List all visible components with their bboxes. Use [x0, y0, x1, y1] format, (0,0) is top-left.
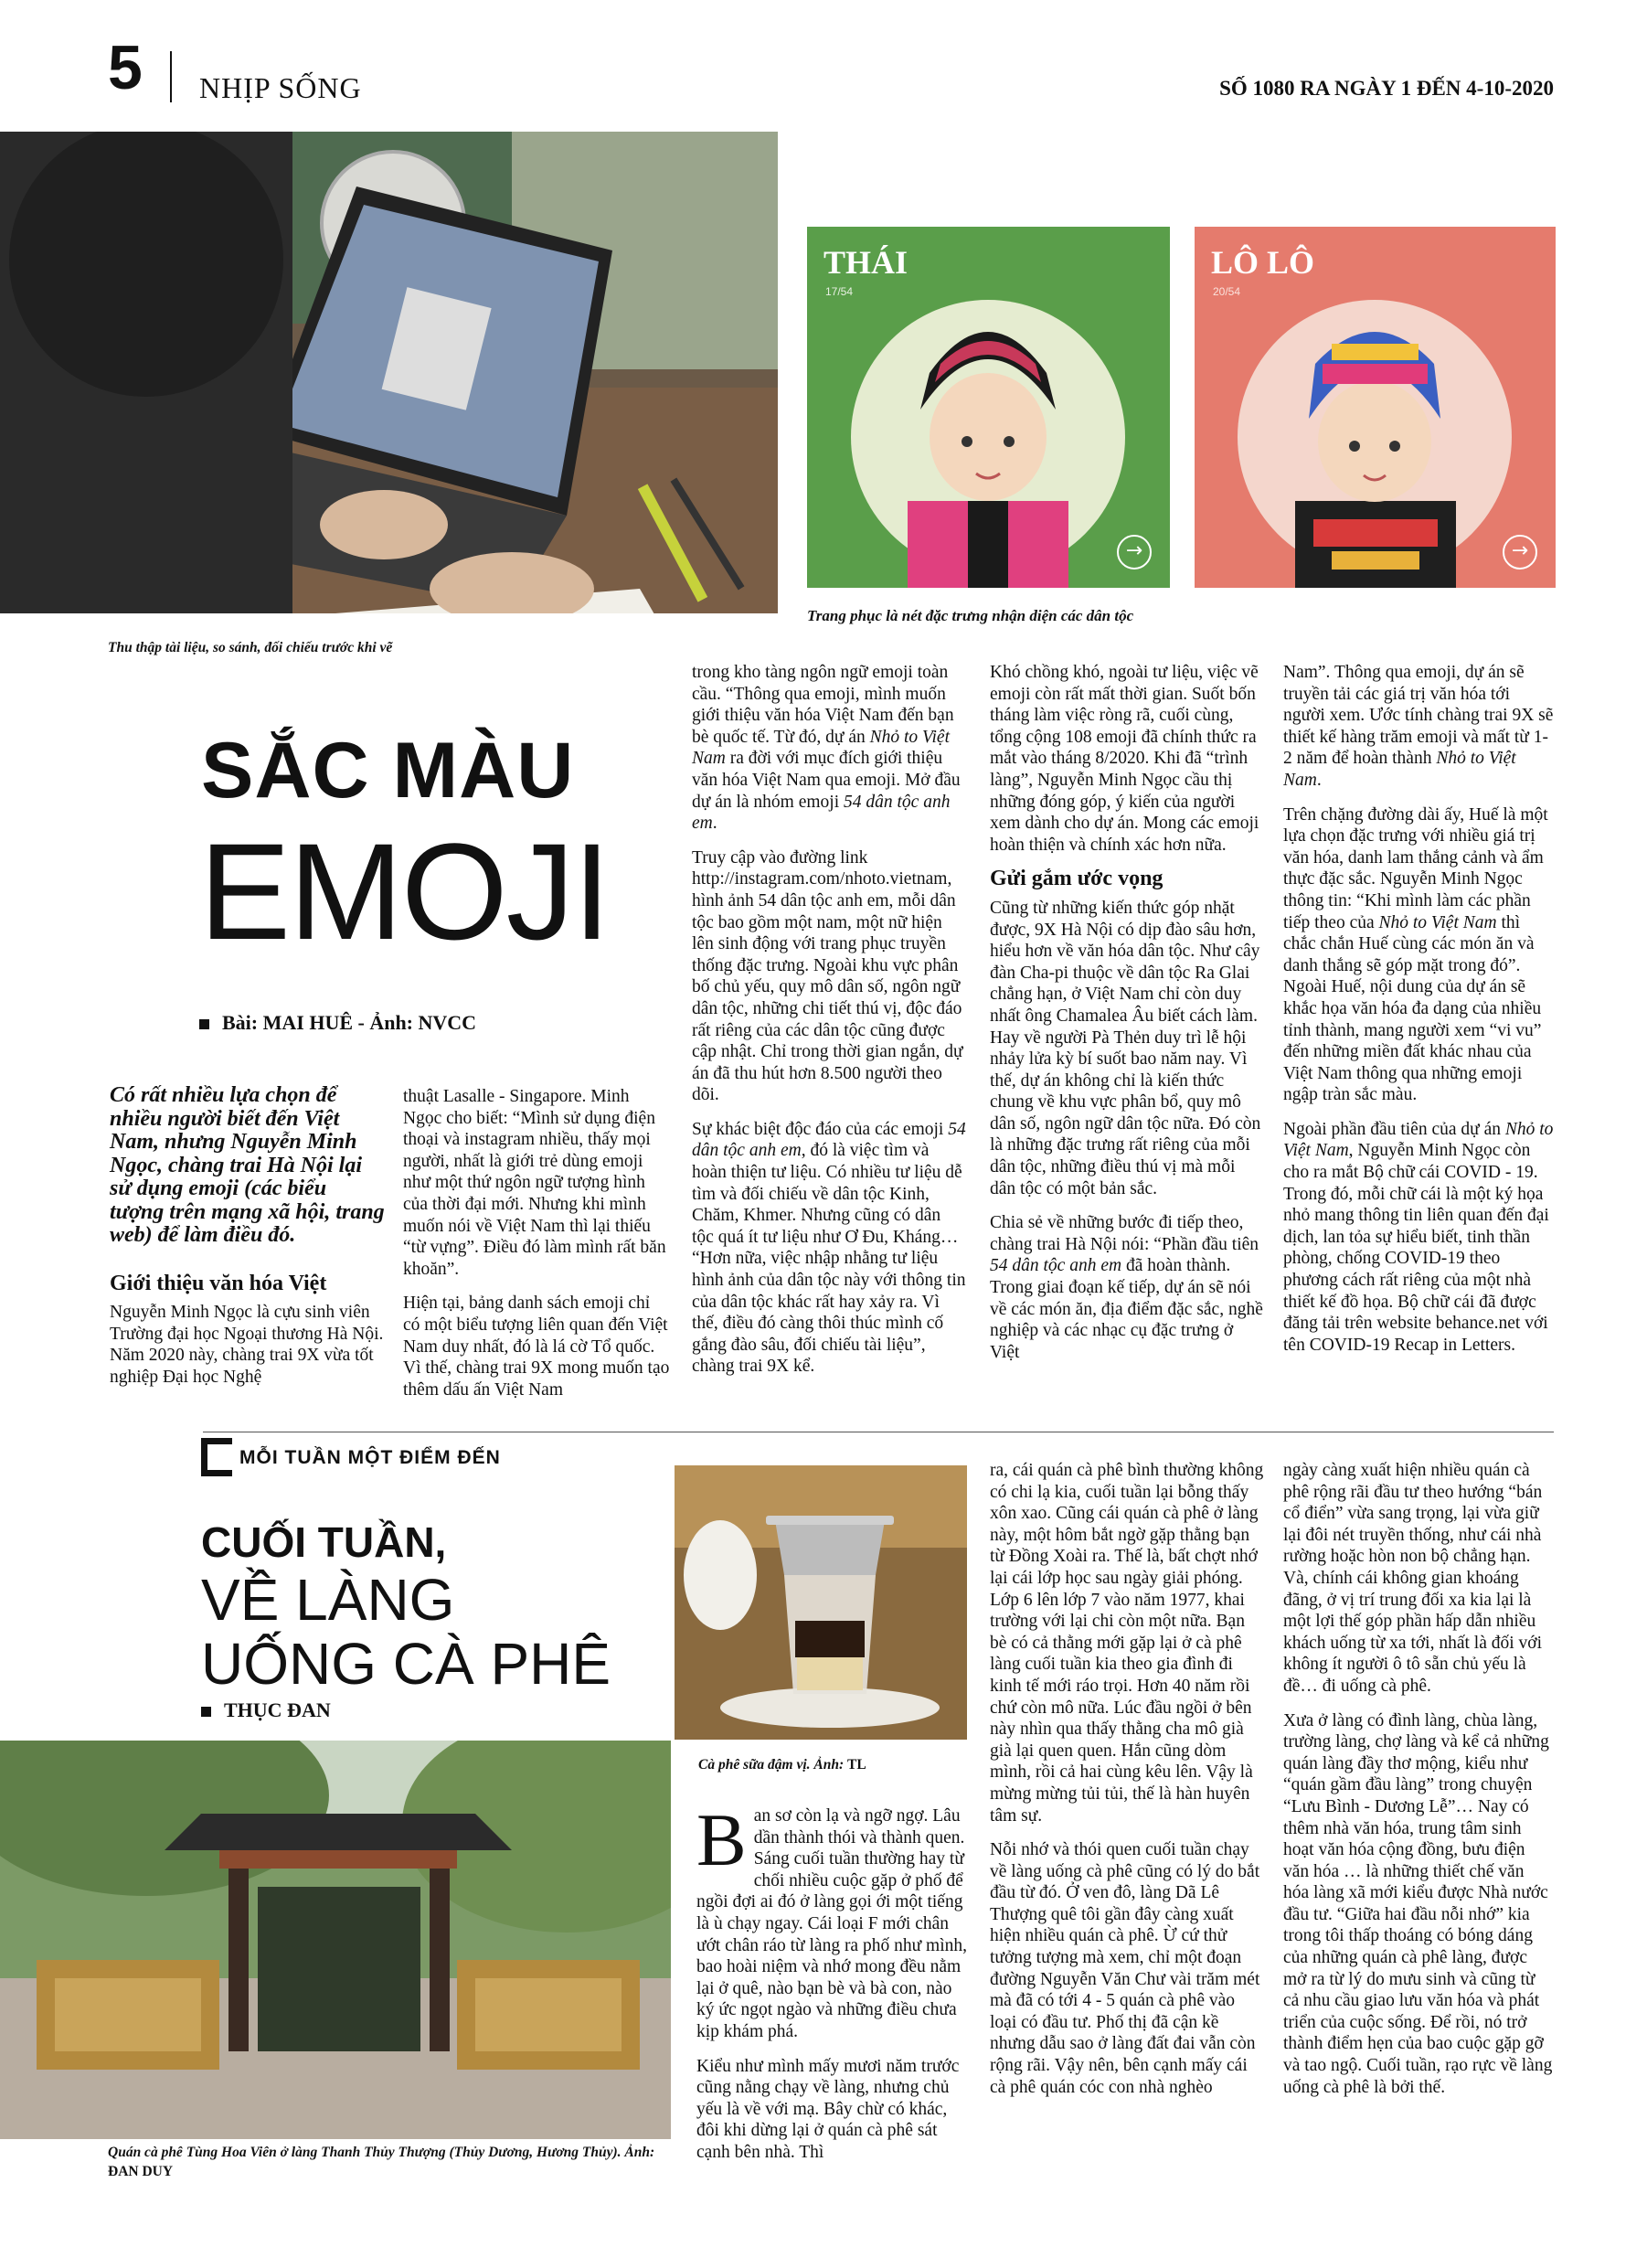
- card-count: 20/54: [1213, 285, 1241, 298]
- paragraph: Nam”. Thông qua emoji, dự án sẽ truyền tải các giá trị văn hóa tới người xem. Ước tính chàng trai 9X sẽ thiết kế hàng trăm emoji và mất từ 1-2 năm để hoàn thành Nhỏ to Việt Nam.: [1283, 663, 1554, 790]
- byline-text: THỤC ĐAN: [224, 1698, 331, 1721]
- coffee-photo-caption: Cà phê sữa đậm vị. Ảnh: TL: [698, 1757, 866, 1773]
- header-divider: [170, 51, 172, 102]
- byline-square: [199, 1019, 209, 1029]
- paragraph: Nguyễn Minh Ngọc là cựu sinh viên Trường đại học Ngoại thương Hà Nội. Năm 2020 này, chàng trai 9X vừa tốt nghiệp Đại học Nghệ: [110, 1303, 384, 1387]
- paragraph: Sự khác biệt độc đáo của các emoji 54 dân tộc anh em, đó là việc tìm và hoàn thiện tư liệu. Có nhiều tư liệu dễ tìm và đối chiếu về dân tộc Kinh, Chăm, Khmer. Nhưng cũng có dân tộc quá ít tư liệu như Ơ Đu, Kháng… “Hơn nữa, việc nhập nhằng tư liệu hình ảnh của dân tộc này với thông tin của dân tộc khác rất hay xảy ra. Vì thế, điều đó càng thôi thúc mình cố gắng đào sâu, đối chiếu tài liệu”, chàng trai 9X kể.: [692, 1119, 966, 1377]
- kicker: MỖI TUẦN MỘT ĐIỂM ĐẾN: [239, 1447, 501, 1468]
- paragraph: Ban sơ còn lạ và ngỡ ngợ. Lâu dần thành thói và thành quen. Sáng cuối tuần thường hay từ chối nhiều cuộc gặp ở phố để ngồi đợi ai đó ở làng gọi ới một tiếng là ù chạy ngay. Cái loại F mới chân ướt chân ráo từ làng ra phố như mình, bao hoài niệm và nhớ mong đều nằm lại ở quê, nào bạn bè và bà con, nào ký ức ngọt ngào và những điều chưa kịp khám phá.: [696, 1798, 967, 2041]
- article1-column-5: [1283, 662, 1554, 1368]
- article1-column-2: [403, 1086, 670, 1413]
- article1-column-4: [990, 662, 1264, 1376]
- dropcap: B: [696, 1798, 747, 1881]
- subhead: Giới thiệu văn hóa Việt: [110, 1271, 327, 1295]
- article1-column-3: [692, 662, 966, 1390]
- article2-column-2: [990, 1460, 1264, 2111]
- cafe-photo-caption: Quán cà phê Tùng Hoa Viên ở làng Thanh Thủy Thượng (Thủy Dương, Hương Thủy). Ảnh: ĐAN DUY: [108, 2145, 655, 2179]
- section-name: NHỊP SỐNG: [199, 71, 362, 104]
- article1-column-1: [110, 1084, 386, 1400]
- subhead: Gửi gắm ước vọng: [990, 867, 1164, 891]
- paragraph: Chia sẻ về những bước đi tiếp theo, chàng trai Hà Nội nói: “Phần đầu tiên 54 dân tộc anh em đã hoàn thành. Trong giai đoạn kế tiếp, dự án sẽ nói về các món ăn, địa điểm đặc sắc, nghề nghiệp và các nhạc cụ đặc trưng ở Việt: [990, 1213, 1263, 1362]
- arrow-right-icon[interactable]: →: [1117, 535, 1152, 570]
- arrow-right-icon[interactable]: →: [1503, 535, 1537, 570]
- paragraph: Khó chồng khó, ngoài tư liệu, việc vẽ emoji còn rất mất thời gian. Suốt bốn tháng làm việc ròng rã, cuối cùng, tổng cộng 108 emoji đã chính thức ra mắt vào tháng 8/2020. Khi đã “trình làng”, Nguyễn Minh Ngọc cầu thị những đóng góp, ý kiến của người xem dành cho dự án. Mong các emoji hoàn thiện và chính xác hơn nữa.: [990, 663, 1259, 855]
- coffee-photo: [675, 1465, 967, 1740]
- paragraph: Truy cập vào đường link http://instagram.com/nhoto.vietnam, hình ảnh 54 dân tộc anh em, mỗi dân tộc bao gồm một nam, một nữ hiện lên sinh động với trang phục truyền thống đặc trưng. Ngoài khu vực phân bố chủ yếu, quy mô dân số, ngôn ngữ dân tộc, những chi tiết thú vị, độc đáo rất riêng của các dân tộc cũng được cập nhật. Chỉ trong thời gian ngắn, dự án đã thu hút hơn 8.500 người theo dõi.: [692, 847, 963, 1105]
- paragraph: ra, cái quán cà phê bình thường không có chi lạ kia, cuối tuần lại bỗng thấy xôn xao. Cũng cái quán cà phê ở làng này, một hôm bắt ngờ gặp thằng bạn từ Đồng Xoài ra. Thế là, bất chợt nhớ lại cái lớp học sau ngày giải phóng. Lớp 6 lên lớp 7 vào năm 1977, khai trường với lại chi còn một nữa. Bạn bè có cả thằng mới gặp lại ở cà phê làng cuối tuần kia theo gia đình đi kinh tế mới ráo trọi. Hơn 40 năm rồi chứ còn mô nữa. Lúc đầu ngồi ở bên này nhìn qua thấy thằng cha mô già già lại quen quen. Hắn cũng dòm mình, rồi cả hai cùng kêu lên. Vậy là mừng mừng tủi tủi, thế là hàn huyên tâm sự.: [990, 1461, 1264, 1826]
- page-number: 5: [108, 33, 143, 102]
- paragraph: Xưa ở làng có đình làng, chùa làng, trường làng, chợ làng và kể cả những quán làng đầy thơ mộng, kiểu như “quán gầm đầu làng” trong chuyện “Lưu Bình - Dương Lễ”… Nay có thêm nhà văn hóa, trung tâm sinh hoạt văn hóa cộng đồng, bưu điện văn hóa … là những thiết chế văn hóa làng xã mới kiểu được Nhà nước đầu tư. “Giữa hai đầu nỗi nhớ” kia trong tôi thấp thoáng có bóng dáng của những quán cà phê làng, được mở ra từ lý do mưu sinh và cũng từ cả nhu cầu giao lưu văn hóa và phát triển của cuộc sống. Để rồi, nó trở thành điểm hẹn của bao cuộc gặp gỡ và tao ngộ. Cuối tuần, rạo rực về làng uống cà phê là bởi thế.: [1283, 1710, 1553, 2097]
- paragraph: Trên chặng đường dài ấy, Huế là một lựa chọn đặc trưng với nhiều giá trị văn hóa, danh lam thắng cảnh và ẩm thực đặc sắc. Nguyễn Minh Ngọc thông tin: “Khi mình làm các phần tiếp theo của Nhỏ to Việt Nam thì chắc chắn Huế cùng các món ăn và danh thắng sẽ góp mặt trong đó”. Ngoài Huế, nội dung của dự án sẽ khắc họa văn hóa đa dạng của nhiều tỉnh thành, mang người xem “vi vu” đến những miền đất khác nhau của Việt Nam thông qua những emoji ngập tràn sắc màu.: [1283, 804, 1548, 1105]
- byline-text: Bài: MAI HUÊ - Ảnh: NVCC: [222, 1011, 477, 1034]
- cafe-photo-credit: ĐAN DUY: [108, 2164, 174, 2179]
- lead-paragraph: Có rất nhiều lựa chọn để nhiều người biết đến Việt Nam, nhưng Nguyễn Minh Ngọc, chàng trai Hà Nội lại sử dụng emoji (các biểu tượng trên mạng xã hội, trang web) để làm điều đó.: [110, 1083, 385, 1247]
- paragraph: Ngoài phần đầu tiên của dự án Nhỏ to Việt Nam, Nguyễn Minh Ngọc còn cho ra mắt Bộ chữ cái COVID - 19. Trong đó, mỗi chữ cái là một ký họa nhỏ mang thông tin liên quan đến đại dịch, lan tỏa sự hiểu biết, tinh thần phòng, chống COVID-19 theo phương cách rất riêng của một nhà thiết kế đồ họa. Bộ chữ cái đã được đăng tải trên website behance.net với tên COVID-19 Recap in Letters.: [1283, 1119, 1554, 1355]
- article2-title-line2: VỀ LÀNG: [201, 1567, 455, 1633]
- emoji-cards-caption: Trang phục là nét đặc trưng nhận diện các dân tộc: [807, 607, 1134, 624]
- article-title-line2: EMOJI: [199, 815, 610, 968]
- paragraph: Hiện tại, bảng danh sách emoji chỉ có một biểu tượng liên quan đến Việt Nam duy nhất, đó là lá cờ Tổ quốc. Vì thế, chàng trai 9X mong muốn tạo thêm dấu ấn Việt Nam: [403, 1294, 670, 1400]
- paragraph: Kiểu như mình mấy mươi năm trước cũng nằng chạy về làng, nhưng chủ yếu là về với mạ. Bây chừ có khác, đôi khi dừng lại ở quán cà phê sát cạnh bên nhà. Thì: [696, 2056, 960, 2162]
- article2-column-3: [1283, 1460, 1554, 2111]
- byline-square: [201, 1707, 211, 1717]
- article2-title-line3: UỐNG CÀ PHÊ: [201, 1631, 611, 1697]
- laptop-photo-caption: Thu thập tài liệu, so sánh, đối chiếu trước khi vẽ: [108, 640, 393, 655]
- card-name: THÁI: [824, 244, 909, 281]
- cafe-photo: [0, 1741, 671, 2139]
- article2-title-line1: CUỐI TUẦN,: [201, 1518, 447, 1566]
- paragraph: thuật Lasalle - Singapore. Minh Ngọc cho biết: “Mình sử dụng điện thoại và instagram nhiều, thấy mọi người, nhất là giới trẻ dùng emoji như một thứ ngôn ngữ tượng hình của thời đại mới. Nhưng khi mình muốn nói về Việt Nam thì lại thiếu “từ vựng”. Điều đó làm mình rất băn khoăn”.: [403, 1087, 666, 1279]
- article2-column-1: [696, 1798, 967, 2177]
- paragraph: ngày càng xuất hiện nhiều quán cà phê rộng rãi đầu tư theo hướng “bán cổ điển” vừa sang trọng, lại vừa giữ lại đôi nét truyền thống, như cái nhà rường hoặc hòn non bộ chẳng hạn. Và, chính cái không gian khoáng đãng, ở vị trí trung đối xa kia lại là một lợi thế góp phần hấp dẫn nhiều khách uống từ xa tới, nhất là đối với không ít người ô tô sẵn chủ yếu là đề… đi uống cà phê.: [1283, 1461, 1543, 1696]
- paragraph: Cũng từ những kiến thức góp nhặt được, 9X Hà Nội có dịp đào sâu hơn, hiểu hơn về văn hóa dân tộc. Như cây đàn Cha-pi thuộc về dân tộc Ra Glai chẳng hạn, ở Việt Nam chỉ còn duy nhất ông Chamalea Âu biết cách làm. Hay về người Pà Thẻn duy trì lễ hội nhảy lửa kỳ bí suốt bao năm nay. Vì thế, dự án không chỉ là kiến thức chung về khu vực phân bổ, quy mô dân số, ngôn ngữ dân tộc nữa. Đó còn là những đặc trưng rất riêng của mỗi dân tộc, những điều thú vị mà mỗi dân tộc có một bản sắc.: [990, 898, 1261, 1198]
- emoji-card-lo-lo: [1195, 227, 1556, 588]
- card-count: 17/54: [825, 285, 854, 298]
- paragraph: trong kho tàng ngôn ngữ emoji toàn cầu. “Thông qua emoji, mình muốn giới thiệu văn hóa Việt Nam đến bạn bè quốc tế. Từ đó, dự án Nhỏ to Việt Nam ra đời với mục đích giới thiệu văn hóa Việt Nam qua emoji. Mở đầu dự án là nhóm emoji 54 dân tộc anh em.: [692, 663, 961, 834]
- byline: [199, 1011, 476, 1035]
- article2-byline: [201, 1698, 331, 1722]
- laptop-photo: [0, 132, 778, 613]
- issue-info: SỐ 1080 RA NGÀY 1 ĐẾN 4-10-2020: [1219, 77, 1554, 100]
- article-title-line1: SẮC MÀU: [201, 727, 575, 815]
- paragraph: Nỗi nhớ và thói quen cuối tuần chạy về làng uống cà phê cũng có lý do bắt đầu từ đó. Ở ven đô, làng Dã Lê Thượng quê tôi gần đây càng xuất hiện nhiều quán cà phê. Ừ cứ thử tưởng tượng mà xem, chỉ một đoạn đường Nguyễn Văn Chư vài trăm mét mà đã có tới 4 - 5 quán cà phê vào loại có đầu tư. Phố thị đã cận kề nhưng dẫu sao ở làng đất đai vẫn còn rộng rãi. Vậy nên, bên cạnh mấy cái cà phê quán cóc con nhà nghèo: [990, 1840, 1260, 2097]
- emoji-card-thai: [807, 227, 1170, 588]
- card-name: LÔ LÔ: [1211, 244, 1315, 281]
- coffee-photo-credit: TL: [847, 1757, 866, 1773]
- kicker-bracket-icon: [201, 1438, 232, 1476]
